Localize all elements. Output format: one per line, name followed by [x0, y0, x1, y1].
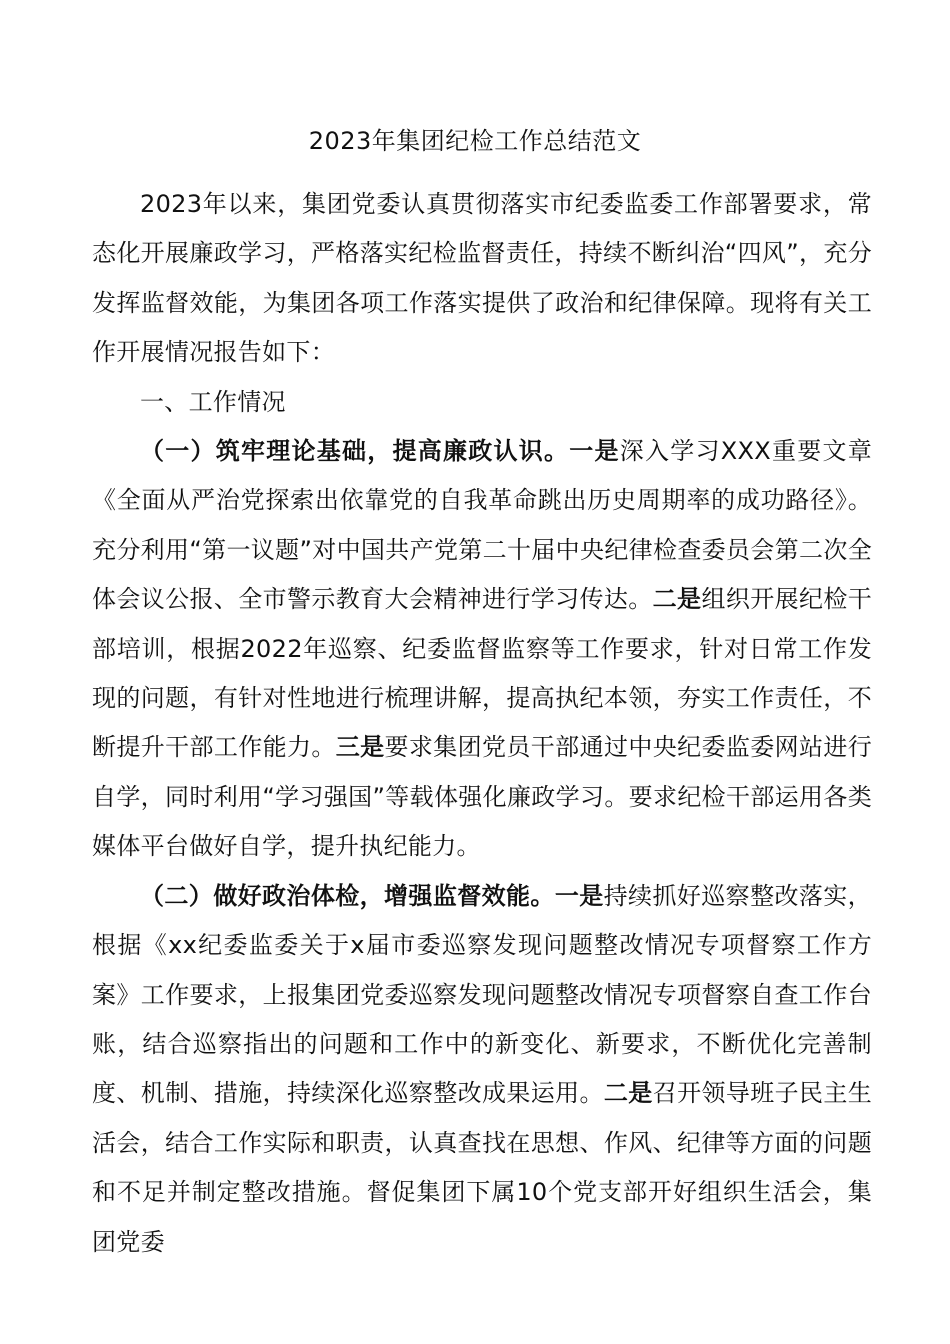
subsection-1-item-3-lead: 三是	[335, 733, 385, 762]
subsection-1-heading: （一）筑牢理论基础，提高廉政认识。	[140, 437, 570, 466]
subsection-1-paragraph	[92, 427, 872, 872]
subsection-2-item-2-lead: 二是	[603, 1079, 653, 1108]
section-heading: 一、工作情况	[140, 387, 286, 416]
subsection-1-item-2-lead: 二是	[652, 585, 702, 614]
subsection-2-heading: （二）做好政治体检，增强监督效能。	[140, 881, 555, 910]
subsection-1-item-2-text: 组织开展纪检干部培训，根据2022年巡察、纪委监督监察等工作要求，针对日常工作发现的问题，有针对性地进行梳理讲解，提高执纪本领，夯实工作责任，不断提升干部工作能力。	[92, 585, 872, 762]
subsection-2-item-2-text: 召开领导班子民主生活会，结合工作实际和职责，认真查找在思想、作风、纪律等方面的问题和不足并制定整改措施。督促集团下属10个党支部开好组织生活会，集团党委	[92, 1079, 872, 1256]
subsection-2-paragraph	[92, 872, 872, 1267]
document-body	[92, 180, 872, 1267]
subsection-2-item-1-lead: 一是	[554, 881, 604, 910]
intro-paragraph: 2023年以来，集团党委认真贯彻落实市纪委监委工作部署要求，常态化开展廉政学习，严格落实纪检监督责任，持续不断纠治“四风”，充分发挥监督效能，为集团各项工作落实提供了政治和纪律保障。现将有关工作开展情况报告如下：	[92, 190, 872, 367]
subsection-2-item-1-text: 持续抓好巡察整改落实，根据《xx纪委监委关于x届市委巡察发现问题整改情况专项督察工作方案》工作要求，上报集团党委巡察发现问题整改情况专项督察自查工作台账，结合巡察指出的问题和工作中的新变化、新要求，不断优化完善制度、机制、措施，持续深化巡察整改成果运用。	[92, 881, 872, 1108]
document-title: 2023年集团纪检工作总结范文	[308, 127, 642, 155]
subsection-1-item-1-text: 深入学习XXX重要文章《全面从严治党探索出依靠党的自我革命跳出历史周期率的成功路径》。充分利用“第一议题”对中国共产党第二十届中央纪律检查委员会第二次全体会议公报、全市警示教育大会精神进行学习传达。	[92, 437, 873, 614]
subsection-1-item-3-text: 要求集团党员干部通过中央纪委监委网站进行自学，同时利用“学习强国”等载体强化廉政学习。要求纪检干部运用各类媒体平台做好自学，提升执纪能力。	[92, 733, 873, 861]
subsection-1-item-1-lead: 一是	[569, 437, 620, 466]
